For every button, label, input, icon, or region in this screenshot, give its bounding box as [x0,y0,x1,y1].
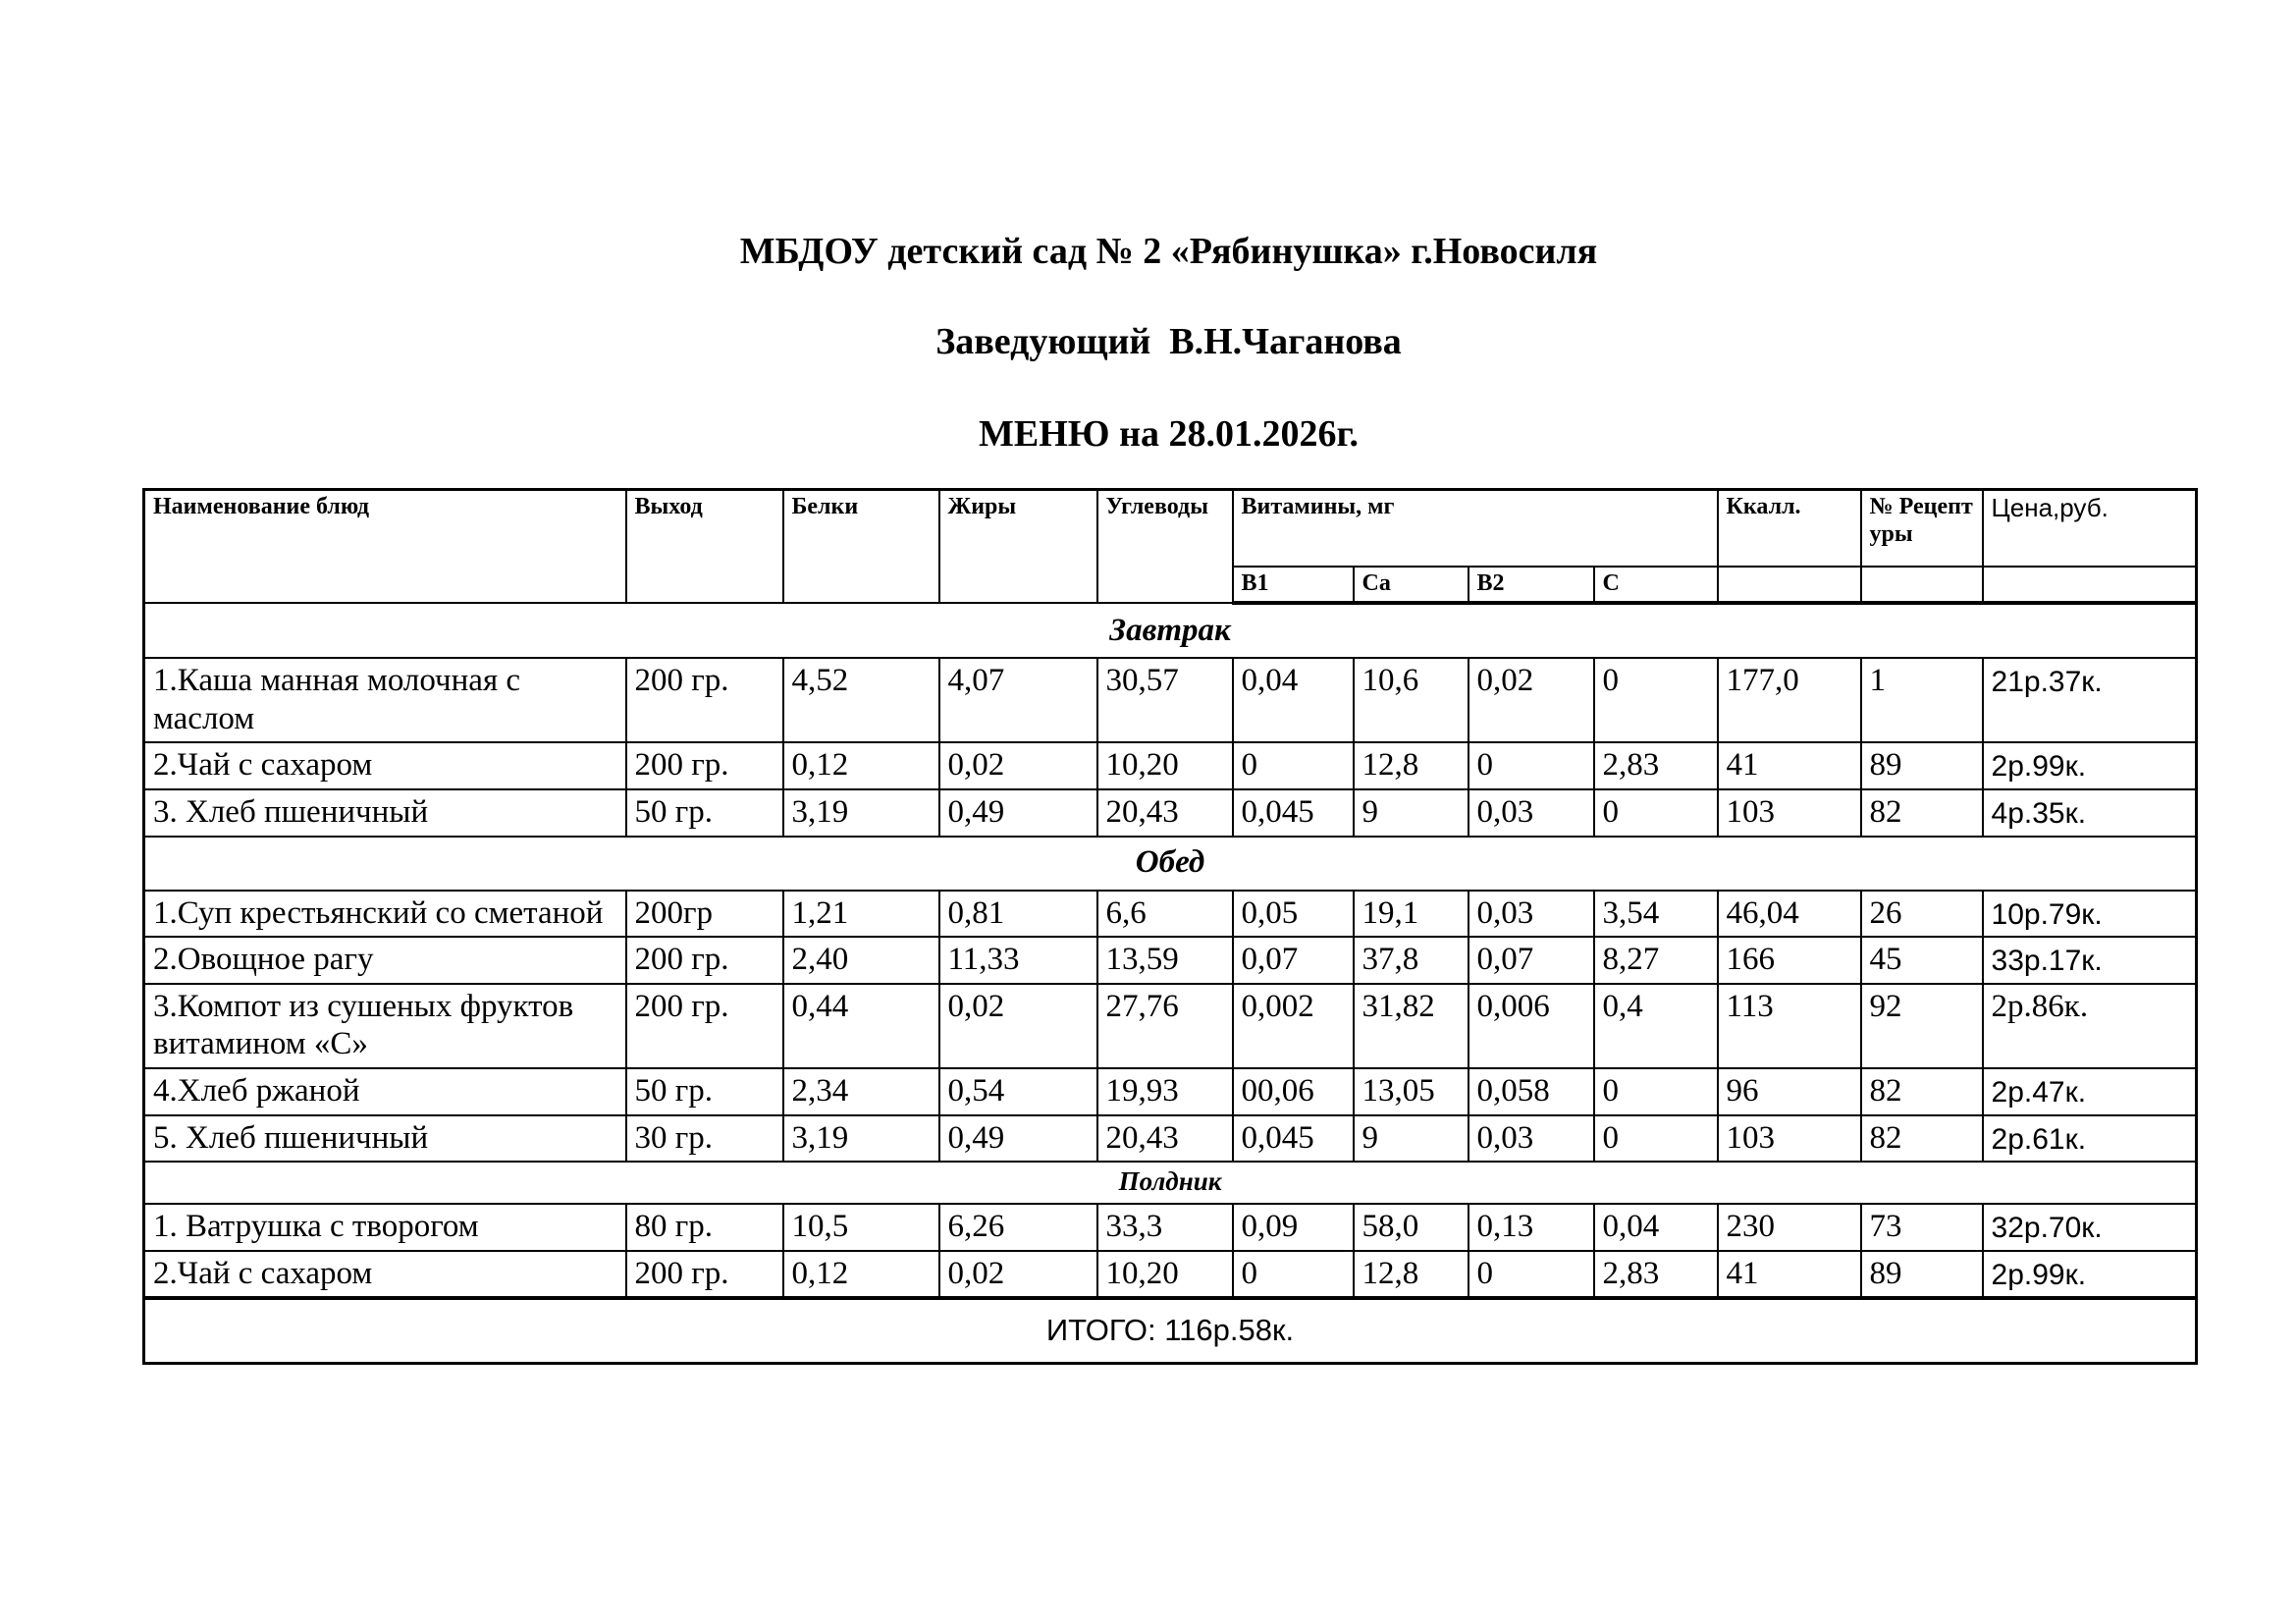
price-cell: 2р.61к. [1983,1115,2197,1163]
dish-name-cell: 5. Хлеб пшеничный [144,1115,626,1163]
price-cell: 21р.37к. [1983,658,2197,742]
proteins-cell: 0,12 [783,742,939,789]
menu-row [144,742,2197,789]
col-header-name: Наименование блюд [144,490,626,604]
kcal-cell: 103 [1718,1115,1861,1163]
kcal-cell: 177,0 [1718,658,1861,742]
b1-cell: 0,04 [1233,658,1354,742]
kcal-cell: 41 [1718,742,1861,789]
fats-cell: 6,26 [939,1204,1097,1251]
kcal-cell: 103 [1718,789,1861,837]
col-header-b2: B2 [1468,567,1594,604]
carbs-cell: 10,20 [1097,1251,1233,1299]
document-title: МБДОУ детский сад № 2 «Рябинушка» г.Новосиля [739,231,1598,272]
b2-cell: 0,03 [1468,1115,1594,1163]
kcal-cell: 230 [1718,1204,1861,1251]
ca-cell: 31,82 [1354,984,1468,1068]
price-cell: 10р.79к. [1983,891,2197,938]
menu-row [144,1204,2197,1251]
output-cell: 80 гр. [626,1204,783,1251]
recipe-cell: 26 [1861,891,1983,938]
output-cell: 200 гр. [626,742,783,789]
proteins-cell: 0,12 [783,1251,939,1299]
section-row [144,1162,2197,1204]
c-cell: 2,83 [1594,742,1718,789]
menu-row [144,1068,2197,1115]
carbs-cell: 30,57 [1097,658,1233,742]
dish-name-cell: 1.Каша манная молочная с маслом [144,658,626,742]
section-title-cell: Обед [144,837,2197,891]
col-header-vitamins: Витамины, мг [1233,490,1718,567]
empty-header-kcal [1718,567,1861,604]
c-cell: 8,27 [1594,937,1718,984]
fats-cell: 0,02 [939,1251,1097,1299]
total-cell: ИТОГО: 116р.58к. [144,1298,2197,1364]
col-header-b1: B1 [1233,567,1354,604]
kcal-cell: 166 [1718,937,1861,984]
dish-name-cell: 3.Компот из сушеных фруктов витамином «С» [144,984,626,1068]
menu-row [144,658,2197,742]
fats-cell: 0,54 [939,1068,1097,1115]
price-cell: 2р.99к. [1983,1251,2197,1299]
c-cell: 0 [1594,658,1718,742]
menu-row [144,984,2197,1068]
kcal-cell: 113 [1718,984,1861,1068]
b2-cell: 0,058 [1468,1068,1594,1115]
c-cell: 0,04 [1594,1204,1718,1251]
fats-cell: 0,02 [939,742,1097,789]
c-cell: 0 [1594,789,1718,837]
header-row-main [144,490,2197,567]
recipe-cell: 89 [1861,1251,1983,1299]
ca-cell: 10,6 [1354,658,1468,742]
ca-cell: 19,1 [1354,891,1468,938]
dish-name-cell: 2.Чай с сахаром [144,742,626,789]
section-row [144,603,2197,658]
document-subtitle: Заведующий В.Н.Чаганова [935,321,1402,362]
b2-cell: 0 [1468,742,1594,789]
b1-cell: 0 [1233,1251,1354,1299]
ca-cell: 9 [1354,789,1468,837]
b2-cell: 0 [1468,1251,1594,1299]
proteins-cell: 3,19 [783,1115,939,1163]
b1-cell: 0,05 [1233,891,1354,938]
recipe-cell: 82 [1861,789,1983,837]
col-header-proteins: Белки [783,490,939,604]
fats-cell: 11,33 [939,937,1097,984]
menu-row [144,789,2197,837]
price-cell: 32р.70к. [1983,1204,2197,1251]
output-cell: 50 гр. [626,789,783,837]
fats-cell: 0,49 [939,1115,1097,1163]
price-cell: 2р.99к. [1983,742,2197,789]
proteins-cell: 1,21 [783,891,939,938]
dish-name-cell: 1.Суп крестьянский со сметаной [144,891,626,938]
price-cell: 33р.17к. [1983,937,2197,984]
menu-table [142,488,2198,1365]
dish-name-cell: 2.Чай с сахаром [144,1251,626,1299]
c-cell: 2,83 [1594,1251,1718,1299]
price-cell: 2р.47к. [1983,1068,2197,1115]
menu-table-body [144,603,2197,1298]
col-header-output: Выход [626,490,783,604]
dish-name-cell: 2.Овощное рагу [144,937,626,984]
fats-cell: 0,02 [939,984,1097,1068]
b1-cell: 0,002 [1233,984,1354,1068]
carbs-cell: 13,59 [1097,937,1233,984]
b2-cell: 0,07 [1468,937,1594,984]
recipe-cell: 73 [1861,1204,1983,1251]
price-cell: 2р.86к. [1983,984,2197,1068]
b1-cell: 0,045 [1233,789,1354,837]
carbs-cell: 33,3 [1097,1204,1233,1251]
menu-row [144,891,2197,938]
col-header-price: Цена,руб. [1983,490,2197,567]
recipe-cell: 82 [1861,1115,1983,1163]
fats-cell: 0,81 [939,891,1097,938]
proteins-cell: 0,44 [783,984,939,1068]
proteins-cell: 10,5 [783,1204,939,1251]
ca-cell: 37,8 [1354,937,1468,984]
output-cell: 200 гр. [626,984,783,1068]
menu-row [144,937,2197,984]
b2-cell: 0,02 [1468,658,1594,742]
output-cell: 50 гр. [626,1068,783,1115]
proteins-cell: 2,34 [783,1068,939,1115]
b1-cell: 0,07 [1233,937,1354,984]
fats-cell: 4,07 [939,658,1097,742]
kcal-cell: 41 [1718,1251,1861,1299]
recipe-cell: 92 [1861,984,1983,1068]
ca-cell: 9 [1354,1115,1468,1163]
dish-name-cell: 4.Хлеб ржаной [144,1068,626,1115]
carbs-cell: 20,43 [1097,789,1233,837]
b1-cell: 0,09 [1233,1204,1354,1251]
menu-date-line: МЕНЮ на 28.01.2026г. [979,413,1359,455]
b2-cell: 0,03 [1468,891,1594,938]
empty-header-price [1983,567,2197,604]
output-cell: 30 гр. [626,1115,783,1163]
col-header-ca: Ca [1354,567,1468,604]
ca-cell: 12,8 [1354,1251,1468,1299]
b2-cell: 0,13 [1468,1204,1594,1251]
recipe-cell: 45 [1861,937,1983,984]
col-header-c: C [1594,567,1718,604]
proteins-cell: 4,52 [783,658,939,742]
proteins-cell: 2,40 [783,937,939,984]
b1-cell: 00,06 [1233,1068,1354,1115]
b2-cell: 0,03 [1468,789,1594,837]
dish-name-cell: 1. Ватрушка с творогом [144,1204,626,1251]
col-header-recipe: № Рецептуры [1861,490,1983,567]
b1-cell: 0,045 [1233,1115,1354,1163]
recipe-cell: 89 [1861,742,1983,789]
c-cell: 0,4 [1594,984,1718,1068]
dish-name-cell: 3. Хлеб пшеничный [144,789,626,837]
price-cell: 4р.35к. [1983,789,2197,837]
ca-cell: 58,0 [1354,1204,1468,1251]
carbs-cell: 20,43 [1097,1115,1233,1163]
total-row [144,1298,2197,1364]
ca-cell: 12,8 [1354,742,1468,789]
fats-cell: 0,49 [939,789,1097,837]
carbs-cell: 27,76 [1097,984,1233,1068]
col-header-carbs: Углеводы [1097,490,1233,604]
col-header-fats: Жиры [939,490,1097,604]
recipe-cell: 82 [1861,1068,1983,1115]
output-cell: 200 гр. [626,658,783,742]
carbs-cell: 19,93 [1097,1068,1233,1115]
carbs-cell: 6,6 [1097,891,1233,938]
c-cell: 0 [1594,1115,1718,1163]
section-title-cell: Полдник [144,1162,2197,1204]
menu-row [144,1251,2197,1299]
b1-cell: 0 [1233,742,1354,789]
section-title-cell: Завтрак [144,603,2197,658]
col-header-kcal: Ккалл. [1718,490,1861,567]
output-cell: 200 гр. [626,937,783,984]
ca-cell: 13,05 [1354,1068,1468,1115]
c-cell: 0 [1594,1068,1718,1115]
output-cell: 200 гр. [626,1251,783,1299]
c-cell: 3,54 [1594,891,1718,938]
kcal-cell: 96 [1718,1068,1861,1115]
output-cell: 200гр [626,891,783,938]
section-row [144,837,2197,891]
recipe-cell: 1 [1861,658,1983,742]
b2-cell: 0,006 [1468,984,1594,1068]
kcal-cell: 46,04 [1718,891,1861,938]
empty-header-recipe [1861,567,1983,604]
carbs-cell: 10,20 [1097,742,1233,789]
proteins-cell: 3,19 [783,789,939,837]
menu-row [144,1115,2197,1163]
